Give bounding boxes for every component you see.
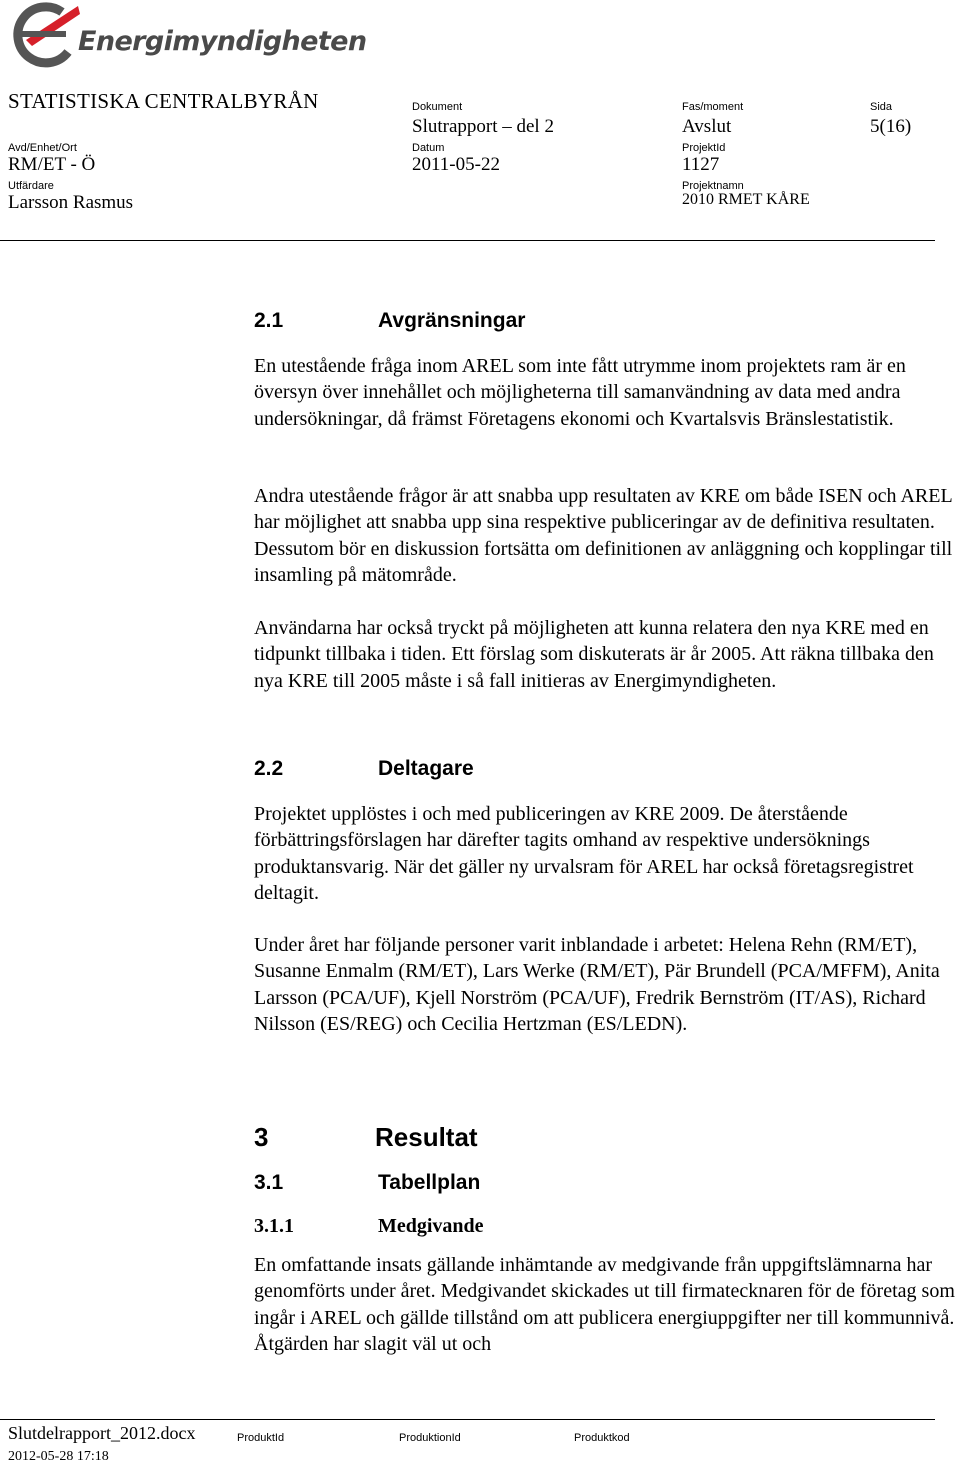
section-number: 3.1 [254, 1171, 284, 1194]
utfardare-label: Utfärdare [8, 180, 54, 192]
avd-value: RM/ET - Ö [8, 154, 96, 175]
projektid-value: 1127 [682, 154, 720, 175]
paragraph: Andra utestående frågor är att snabba upp resultaten av KRE om både ISEN och AREL har möjlighet att snabba upp sina respektive publiceringar av de definitiva resultaten. Dessutom bör en diskussion fortsätta om definitionen av anläggning och kopplingar till insamling på mätområde. [254, 485, 953, 586]
projektid-label: ProjektId [682, 142, 726, 154]
footer-filename: Slutdelrapport_2012.docx [8, 1423, 196, 1443]
section-number: 2.2 [254, 757, 284, 780]
header-divider [0, 240, 935, 241]
sida-value: 5(16) [870, 116, 912, 137]
paragraph: En utestående fråga inom AREL som inte fått utrymme inom projektets ram är en översyn över innehållet och möjligheterna till samanvändning av data med andra undersökningar, då främst Företagens ekonomi och Kvartalsvis Bränslestatistik. [254, 355, 906, 430]
sida-label: Sida [870, 101, 893, 113]
dokument-label: Dokument [412, 101, 463, 113]
footer-produktkod-label: Produktkod [574, 1432, 630, 1444]
section-heading-3-1 [254, 1171, 480, 1195]
logo-mark-icon [6, 0, 86, 70]
footer-divider [0, 1419, 935, 1420]
organization-name: STATISTISKA CENTRALBYRÅN [8, 89, 319, 113]
section-title: Medgivande [378, 1215, 484, 1237]
chapter-heading-3 [254, 1122, 478, 1153]
utfardare-value: Larsson Rasmus [8, 192, 134, 213]
footer-produktionid-label: ProduktionId [399, 1432, 461, 1444]
fas-label: Fas/moment [682, 101, 744, 113]
paragraph: Under året har följande personer varit inblandade i arbetet: Helena Rehn (RM/ET), Susanne Enmalm (RM/ET), Lars Werke (RM/ET), Pär Brundell (PCA/MFFM), Anita Larsson (PCA/UF), Kjell Norström (PCA/UF), Fredrik Bernström (IT/AS), Richard Nilsson (ES/REG) och Cecilia Hertzman (ES/LEDN). [254, 934, 940, 1035]
avd-label: Avd/Enhet/Ort [8, 142, 77, 154]
chapter-number: 3 [254, 1122, 269, 1152]
section-title: Avgränsningar [378, 309, 526, 332]
fas-value: Avslut [682, 116, 732, 137]
paragraph: En omfattande insats gällande inhämtande av medgivande från uppgiftslämnarna har genomförts under året. Medgivandet skickades ut till firmatecknaren för de företag som ingår i AREL och gällde tillstånd om att publicera energiuppgifter ner till kommunnivå. Åtgärden har slagit väl ut och [254, 1254, 955, 1355]
paragraph: Användarna har också tryckt på möjligheten att kunna relatera den nya KRE med en tidpunkt tillbaka i tiden. Ett förslag som diskuterats är år 2005. Att räkna tillbaka den nya KRE till 2005 måste i så fall initieras av Energimyndigheten. [254, 617, 934, 692]
section-heading-2-1 [254, 309, 525, 333]
section-number: 3.1.1 [254, 1215, 294, 1237]
section-title: Tabellplan [378, 1171, 481, 1194]
datum-value: 2011-05-22 [412, 154, 500, 175]
chapter-title: Resultat [375, 1122, 478, 1152]
datum-label: Datum [412, 142, 445, 154]
dokument-value: Slutrapport – del 2 [412, 116, 554, 137]
projektnamn-label: Projektnamn [682, 180, 744, 192]
section-heading-3-1-1 [254, 1215, 484, 1238]
section-number: 2.1 [254, 309, 284, 332]
paragraph: Projektet upplöstes i och med publiceringen av KRE 2009. De återstående förbättringsförslagen har därefter tagits omhand av respektive undersöknings produktansvarig. När det gäller ny urvalsram för AREL har också företagsregistret deltagit. [254, 803, 914, 904]
footer-timestamp: 2012-05-28 17:18 [8, 1449, 109, 1464]
logo-text: Energimyndigheten [78, 26, 367, 57]
projektnamn-value: 2010 RMET KÅRE [682, 191, 810, 208]
energimyndigheten-logo [6, 0, 367, 72]
section-heading-2-2 [254, 757, 474, 781]
section-title: Deltagare [378, 757, 474, 780]
footer-produktid-label: ProduktId [237, 1432, 285, 1444]
